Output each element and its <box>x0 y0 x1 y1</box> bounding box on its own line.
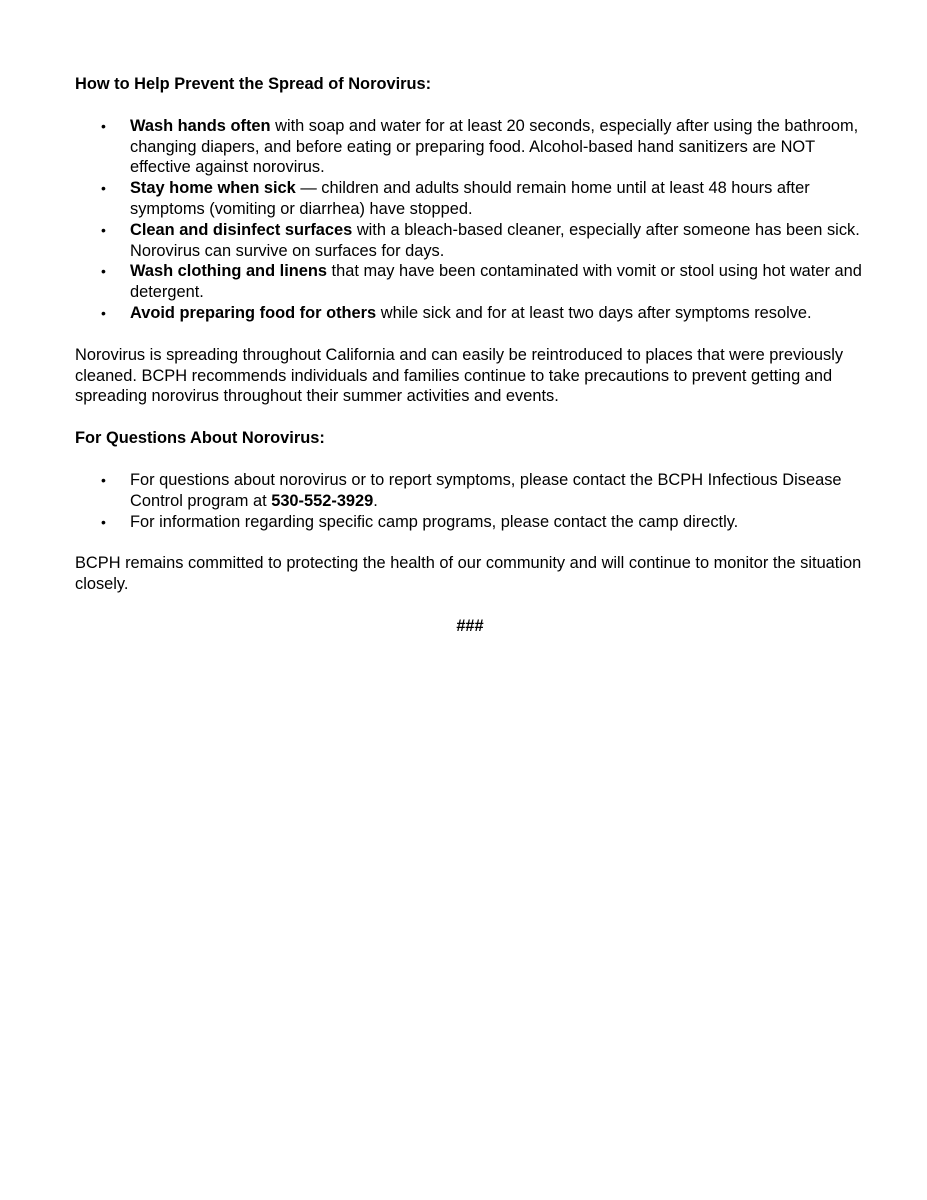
questions-list <box>75 470 865 532</box>
list-item-bold: Wash clothing and linens <box>130 262 327 281</box>
bullet-icon: • <box>101 304 106 321</box>
prevention-heading: How to Help Prevent the Spread of Norovirus: <box>75 75 432 93</box>
list-item <box>75 303 865 324</box>
contact-text: For questions about norovirus or to report symptoms, please contact the BCPH Infectious Disease Control program at <box>130 470 842 510</box>
list-item <box>75 116 865 178</box>
bullet-icon: • <box>101 471 106 488</box>
list-item <box>75 220 865 262</box>
list-item-text: that may have been contaminated with vomit or stool using hot water and detergent. <box>130 262 862 302</box>
end-mark: ### <box>456 616 484 635</box>
phone-number: 530-552-3929 <box>271 491 374 510</box>
bullet-icon: • <box>101 263 106 280</box>
prevention-list <box>75 116 865 324</box>
list-item-bold: Stay home when sick <box>130 179 296 198</box>
list-item-bold: Clean and disinfect surfaces <box>130 220 353 239</box>
bullet-icon: • <box>101 117 106 134</box>
contact-text-end: . <box>373 491 378 510</box>
bullet-icon: • <box>101 221 106 238</box>
commitment-paragraph: BCPH remains committed to protecting the health of our community and will continue to monitor the situation closely. <box>75 554 862 594</box>
bullet-icon: • <box>101 513 106 530</box>
spread-paragraph: Norovirus is spreading throughout California and can easily be reintroduced to places that were previously cleaned. BCPH recommends individuals and families continue to take precautions to prevent getting and spreading norovirus throughout their summer activities and events. <box>75 345 844 406</box>
bullet-icon: • <box>101 180 106 197</box>
list-item <box>75 261 865 303</box>
list-item <box>75 178 865 220</box>
document-page <box>75 74 865 637</box>
list-item <box>75 470 865 512</box>
list-item-text: with a bleach-based cleaner, especially after someone has been sick. Norovirus can survive on surfaces for days. <box>130 220 860 260</box>
list-item-text: while sick and for at least two days after symptoms resolve. <box>376 303 812 322</box>
camp-info-text: For information regarding specific camp programs, please contact the camp directly. <box>130 512 739 531</box>
list-item-text: — children and adults should remain home until at least 48 hours after symptoms (vomiting or diarrhea) have stopped. <box>130 179 810 218</box>
list-item-bold: Wash hands often <box>130 116 271 135</box>
list-item <box>75 512 865 533</box>
list-item-text: with soap and water for at least 20 seconds, especially after using the bathroom, changing diapers, and before eating or preparing food. Alcohol-based hand sanitizers are NOT effective against norovirus. <box>130 116 859 177</box>
questions-heading: For Questions About Norovirus: <box>75 429 325 448</box>
list-item-bold: Avoid preparing food for others <box>130 303 377 322</box>
